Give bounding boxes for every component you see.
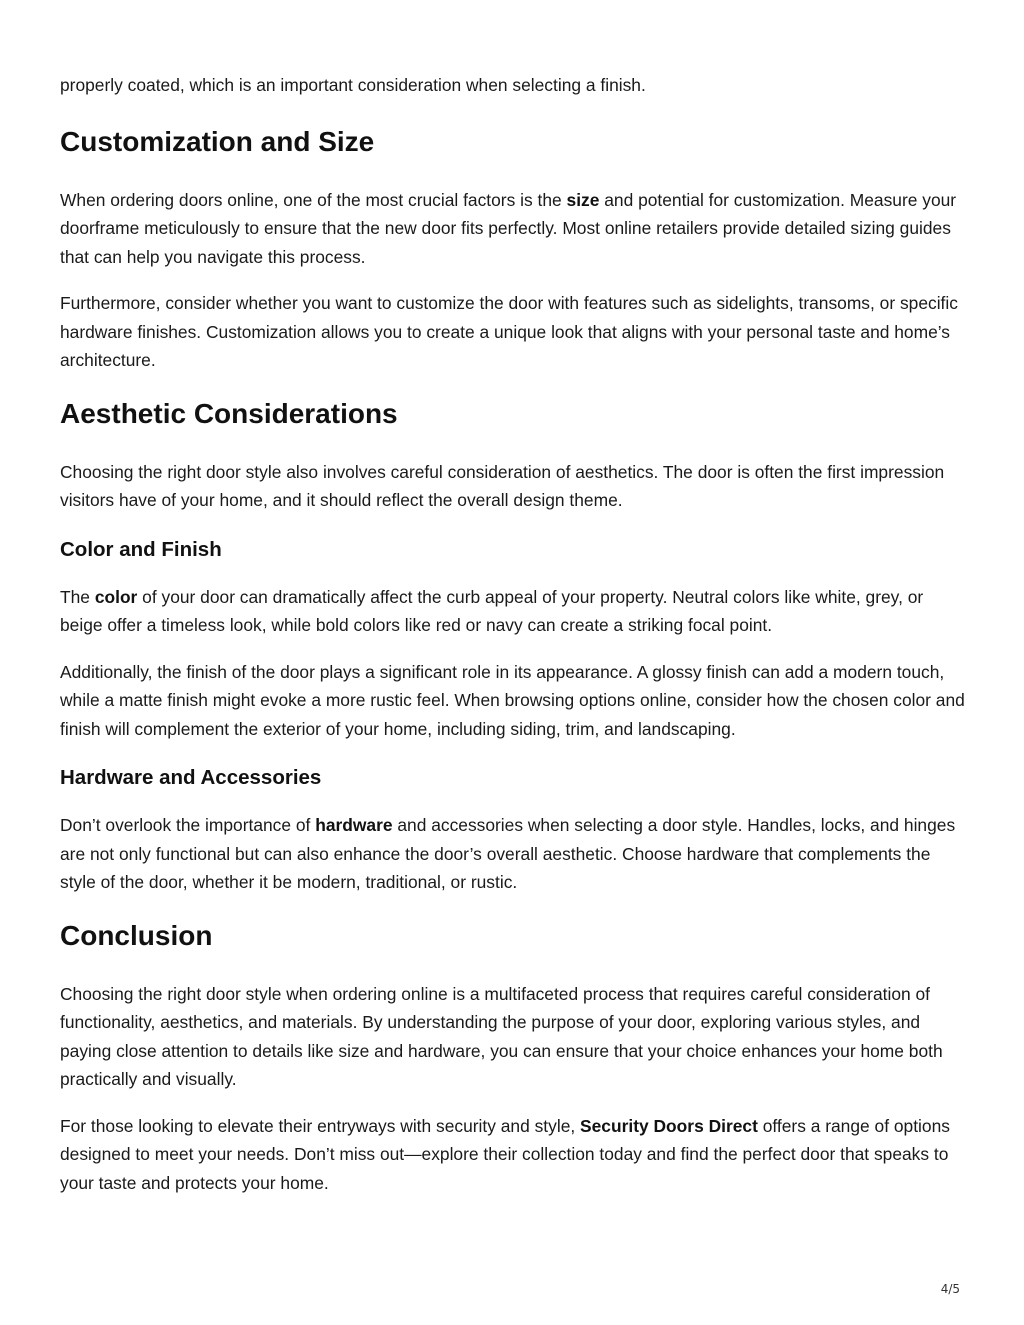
text-span: and potential for customization. Measure your doorframe meticulously to ensure that the new door fits perfectly. Most online retailers provide detailed sizing guides that can help you navigate this process. [60, 189, 957, 267]
text-span: For those looking to elevate their entryways with security and style, [60, 1115, 581, 1136]
heading-aesthetic-considerations: Aesthetic Considerations [60, 397, 398, 429]
conclusion-paragraph-2 [60, 1112, 970, 1198]
bold-term-size: size [566, 189, 600, 210]
color-paragraph-2: Additionally, the finish of the door plays a significant role in its appearance. A glossy finish can add a modern touch, while a matte finish might evoke a more rustic feel. When browsing options online, consider how the chosen color and finish will complement the exterior of your home, including siding, trim, and landscaping. [60, 661, 965, 739]
page-number: 4/5 [940, 1282, 960, 1296]
bold-term-hardware: hardware [315, 815, 393, 835]
intro-paragraph: properly coated, which is an important consideration when selecting a finish. [60, 75, 646, 95]
text-span: offers a range of options designed to meet your needs. Don’t miss out—explore their collection today and find the perfect door that speaks to your taste and protects your home. [60, 1115, 950, 1193]
aesthetic-paragraph-1: Choosing the right door style also involves careful consideration of aesthetics. The door is often the first impression visitors have of your home, and it should reflect the overall design theme. [60, 461, 945, 510]
customization-paragraph-1 [60, 186, 970, 272]
text-span: Don’t overlook the importance of [60, 815, 316, 835]
color-paragraph-1 [60, 583, 970, 640]
heading-customization-and-size: Customization and Size [60, 125, 375, 157]
heading-color-and-finish: Color and Finish [60, 537, 222, 561]
text-span: of your door can dramatically affect the curb appeal of your property. Neutral colors like white, grey, or beige offer a timeless look, while bold colors like red or navy can create a striking focal point. [60, 586, 924, 635]
bold-term-color: color [94, 586, 138, 607]
text-span: The [60, 586, 95, 607]
document-page [60, 71, 970, 1215]
heading-conclusion: Conclusion [60, 919, 213, 951]
text-span: and accessories when selecting a door style. Handles, locks, and hinges are not only functional but can also enhance the door’s overall aesthetic. Choose hardware that complements the style of the door, whether it be modern, traditional, or rustic. [60, 815, 956, 892]
bold-brand-name: Security Doors Direct [580, 1115, 758, 1136]
hardware-paragraph-1 [60, 811, 970, 897]
conclusion-paragraph-1: Choosing the right door style when ordering online is a multifaceted process that requires careful consideration of functionality, aesthetics, and materials. By understanding the purpose of your door, exploring various styles, and paying close attention to details like size and hardware, you can ensure that your choice enhances your home both practically and visually. [60, 983, 943, 1089]
heading-hardware-and-accessories: Hardware and Accessories [60, 766, 322, 789]
text-span: When ordering doors online, one of the most crucial factors is the [60, 189, 567, 210]
customization-paragraph-2: Furthermore, consider whether you want to customize the door with features such as sidelights, transoms, or specific hardware finishes. Customization allows you to create a unique look that aligns with your personal taste and home’s architecture. [60, 293, 958, 370]
